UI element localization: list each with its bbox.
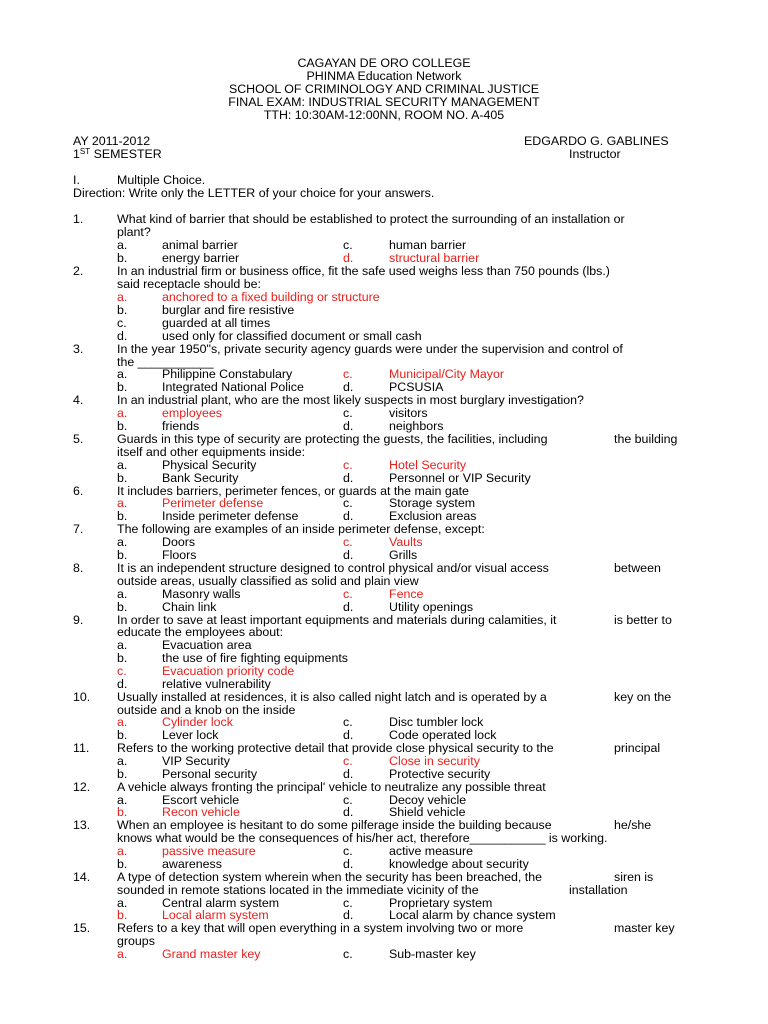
option-text: relative vulnerability <box>162 677 271 691</box>
option-text: human barrier <box>389 238 467 252</box>
option-text: Floors <box>162 548 197 562</box>
question-number: 11. <box>73 741 90 755</box>
option-letter: b. <box>117 728 128 742</box>
option-text: Disc tumbler lock <box>389 715 484 729</box>
option-text: neighbors <box>389 419 444 433</box>
option-text-answer: Recon vehicle <box>162 805 240 819</box>
question-text: Refers to the working protective detail that provide close physical security to the <box>117 741 554 755</box>
option-letter: c. <box>117 316 127 330</box>
option-text-answer: Cylinder lock <box>162 715 233 729</box>
question-text-continued: said receptacle should be: <box>117 277 261 291</box>
option-text: the use of fire fighting equipments <box>162 651 348 665</box>
option-letter: b. <box>117 600 128 614</box>
option-text: Chain link <box>162 600 217 614</box>
instructor-name: EDGARDO G. GABLINES <box>524 134 669 148</box>
option-letter: c. <box>343 715 353 729</box>
question-text-tail: key on the <box>614 690 672 704</box>
option-letter: b. <box>117 251 128 265</box>
question-text-continued: outside and a knob on the inside <box>117 703 296 717</box>
option-text: Inside perimeter defense <box>162 509 299 523</box>
option-letter: d. <box>343 251 354 265</box>
option-letter: d. <box>343 728 354 742</box>
option-text: VIP Security <box>162 754 230 768</box>
question-text: A type of detection system wherein when the security has been breached, the <box>117 870 542 884</box>
question-text-continued: groups <box>117 934 155 948</box>
question-number: 12. <box>73 780 91 794</box>
option-letter: d. <box>343 471 354 485</box>
option-letter: c. <box>343 947 353 961</box>
option-letter: b. <box>117 651 128 665</box>
option-text-answer: Grand master key <box>162 947 261 961</box>
option-letter: a. <box>117 496 128 510</box>
option-letter: d. <box>343 509 354 523</box>
option-letter: a. <box>117 896 128 910</box>
section-numeral: I. <box>73 173 80 187</box>
question-text: In an industrial plant, who are the most likely suspects in most burglary investigation? <box>117 393 584 407</box>
option-text: Protective security <box>389 767 491 781</box>
option-letter: c. <box>343 496 353 510</box>
option-text: guarded at all times <box>162 316 271 330</box>
option-text: animal barrier <box>162 238 238 252</box>
question-text: What kind of barrier that should be established to protect the surrounding of an installation or <box>117 212 625 226</box>
option-letter: d. <box>343 380 354 394</box>
option-letter: a. <box>117 844 128 858</box>
option-letter: b. <box>117 419 128 433</box>
option-letter: b. <box>117 767 128 781</box>
option-letter: d. <box>343 908 354 922</box>
option-text: Physical Security <box>162 458 257 472</box>
semester <box>73 148 162 161</box>
option-letter: a. <box>117 290 128 304</box>
option-text: Masonry walls <box>162 587 241 601</box>
option-letter: d. <box>343 600 354 614</box>
option-letter: b. <box>117 380 128 394</box>
question-number: 10. <box>73 690 91 704</box>
option-text: burglar and fire resistive <box>162 303 295 317</box>
option-letter: d. <box>117 329 128 343</box>
option-letter: c. <box>343 587 353 601</box>
option-letter: d. <box>343 857 354 871</box>
option-letter: b. <box>117 805 128 819</box>
option-text: active measure <box>389 844 474 858</box>
option-text: Philippine Constabulary <box>162 367 293 381</box>
question-text-tail: master key <box>614 921 675 935</box>
question-text-continued: outside areas, usually classified as solid and plain view <box>117 574 419 588</box>
option-text: Bank Security <box>162 471 239 485</box>
question-text: The following are examples of an inside perimeter defense, except: <box>117 522 485 536</box>
option-text: visitors <box>389 406 428 420</box>
question-number: 14. <box>73 870 91 884</box>
option-text: PCSUSIA <box>389 380 444 394</box>
option-text: Code operated lock <box>389 728 497 742</box>
option-letter: c. <box>343 458 353 472</box>
option-letter: c. <box>343 844 353 858</box>
question-text-continued: knows what would be the consequences of his/her act, therefore___________ is working. <box>117 831 608 845</box>
question-text-tail: is better to <box>614 613 672 627</box>
option-text: friends <box>162 419 200 433</box>
option-letter: a. <box>117 715 128 729</box>
section-direction: Direction: Write only the LETTER of your choice for your answers. <box>73 186 435 200</box>
option-text: Central alarm system <box>162 896 280 910</box>
semester-label: SEMESTER <box>90 147 162 161</box>
option-letter: d. <box>343 767 354 781</box>
question-text-tail: installation <box>569 883 628 897</box>
question-number: 8. <box>73 561 84 575</box>
option-letter: a. <box>117 793 128 807</box>
option-letter: a. <box>117 367 128 381</box>
question-number: 7. <box>73 522 84 536</box>
option-text: Decoy vehicle <box>389 793 467 807</box>
question-text-tail: he/she <box>614 818 652 832</box>
question-text-continued: educate the employees about: <box>117 625 284 639</box>
option-letter: a. <box>117 535 128 549</box>
option-text-answer: employees <box>162 406 222 420</box>
semester-ordinal: ST <box>79 147 91 156</box>
option-text: Utility openings <box>389 600 474 614</box>
option-text: Proprietary system <box>389 896 493 910</box>
question-text-tail: between <box>614 561 661 575</box>
option-letter: a. <box>117 947 128 961</box>
semester-number: 1 <box>73 147 80 161</box>
option-letter: a. <box>117 587 128 601</box>
question-text: In the year 1950"s, private security agency guards were under the supervision and control of <box>117 342 623 356</box>
option-text: Escort vehicle <box>162 793 240 807</box>
option-letter: d. <box>343 805 354 819</box>
option-text: Exclusion areas <box>389 509 477 523</box>
question-text: In an industrial firm or business office, fit the safe used weighs less than 750 pounds (lbs.) <box>117 264 610 278</box>
option-text-answer: Close in security <box>389 754 480 768</box>
option-text: Storage system <box>389 496 476 510</box>
option-text: Doors <box>162 535 196 549</box>
option-text-answer: Fence <box>389 587 424 601</box>
question-text: It includes barriers, perimeter fences, or guards at the main gate <box>117 484 469 498</box>
question-text: Usually installed at residences, it is also called night latch and is operated by a <box>117 690 547 704</box>
option-text: Personal security <box>162 767 258 781</box>
option-text: energy barrier <box>162 251 240 265</box>
option-text: Personnel or VIP Security <box>389 471 531 485</box>
option-text: Evacuation area <box>162 638 252 652</box>
option-letter: a. <box>117 406 128 420</box>
option-letter: d. <box>343 419 354 433</box>
option-letter: c. <box>343 535 353 549</box>
question-number: 1. <box>73 212 84 226</box>
academic-year: AY 2011-2012 <box>73 134 151 148</box>
option-letter: a. <box>117 638 128 652</box>
option-text-answer: Evacuation priority code <box>162 664 295 678</box>
option-letter: c. <box>117 664 127 678</box>
question-text: In order to save at least important equipments and materials during calamities, it <box>117 613 557 627</box>
question-number: 6. <box>73 484 84 498</box>
question-number: 5. <box>73 432 84 446</box>
question-text-continued: sounded in remote stations located in the immediate vicinity of the <box>117 883 479 897</box>
college-name: CAGAYAN DE ORO COLLEGE <box>297 56 471 70</box>
option-letter: a. <box>117 754 128 768</box>
question-text-tail: principal <box>614 741 661 755</box>
option-text-answer: Hotel Security <box>389 458 467 472</box>
question-number: 15. <box>73 921 91 935</box>
option-text-answer: passive measure <box>162 844 256 858</box>
option-letter: c. <box>343 238 353 252</box>
instructor-title: Instructor <box>569 147 621 161</box>
option-letter: b. <box>117 303 128 317</box>
question-text: A vehicle always fronting the principal' vehicle to neutralize any possible threat <box>117 780 546 794</box>
question-number: 3. <box>73 342 84 356</box>
option-letter: c. <box>343 754 353 768</box>
question-text-tail: the building <box>614 432 678 446</box>
option-text-answer: anchored to a fixed building or structure <box>162 290 380 304</box>
question-number: 13. <box>73 818 91 832</box>
question-text-tail: siren is <box>614 870 654 884</box>
question-number: 2. <box>73 264 84 278</box>
question-text: Refers to a key that will open everything in a system involving two or more <box>117 921 524 935</box>
option-text: knowledge about security <box>389 857 529 871</box>
question-number: 4. <box>73 393 84 407</box>
option-text: Lever lock <box>162 728 219 742</box>
option-text: Grills <box>389 548 418 562</box>
option-text-answer: Vaults <box>389 535 423 549</box>
option-text: Integrated National Police <box>162 380 304 394</box>
exam-title: FINAL EXAM: INDUSTRIAL SECURITY MANAGEMENT <box>228 95 540 109</box>
question-text-continued: plant? <box>117 225 151 239</box>
option-text-answer: structural barrier <box>389 251 480 265</box>
option-letter: c. <box>343 367 353 381</box>
question-text: When an employee is hesitant to do some pilferage inside the building because <box>117 818 552 832</box>
option-text: awareness <box>162 857 222 871</box>
option-letter: c. <box>343 896 353 910</box>
question-text-continued: itself and other equipments inside: <box>117 445 306 459</box>
option-text-answer: Perimeter defense <box>162 496 264 510</box>
option-letter: a. <box>117 238 128 252</box>
option-letter: b. <box>117 857 128 871</box>
option-text: Sub-master key <box>389 947 476 961</box>
option-letter: c. <box>343 793 353 807</box>
section-title: Multiple Choice. <box>117 173 206 187</box>
option-letter: d. <box>117 677 128 691</box>
schedule-room: TTH: 10:30AM-12:00NN, ROOM NO. A-405 <box>263 108 505 122</box>
network-name: PHINMA Education Network <box>306 69 462 83</box>
option-letter: a. <box>117 458 128 472</box>
option-text: Shield vehicle <box>389 805 466 819</box>
option-letter: b. <box>117 908 128 922</box>
option-letter: c. <box>343 406 353 420</box>
question-text-continued: the ___________ <box>117 355 214 369</box>
option-text-answer: Municipal/City Mayor <box>389 367 504 381</box>
option-letter: b. <box>117 509 128 523</box>
question-text: Guards in this type of security are protecting the guests, the facilities, including <box>117 432 548 446</box>
question-text: It is an independent structure designed to control physical and/or visual access <box>117 561 549 575</box>
option-letter: b. <box>117 471 128 485</box>
option-letter: d. <box>343 548 354 562</box>
option-text: Local alarm by chance system <box>389 908 556 922</box>
school-name: SCHOOL OF CRIMINOLOGY AND CRIMINAL JUSTICE <box>228 82 540 96</box>
option-letter: b. <box>117 548 128 562</box>
option-text-answer: Local alarm system <box>162 908 269 922</box>
question-number: 9. <box>73 613 84 627</box>
option-text: used only for classified document or small cash <box>162 329 422 343</box>
